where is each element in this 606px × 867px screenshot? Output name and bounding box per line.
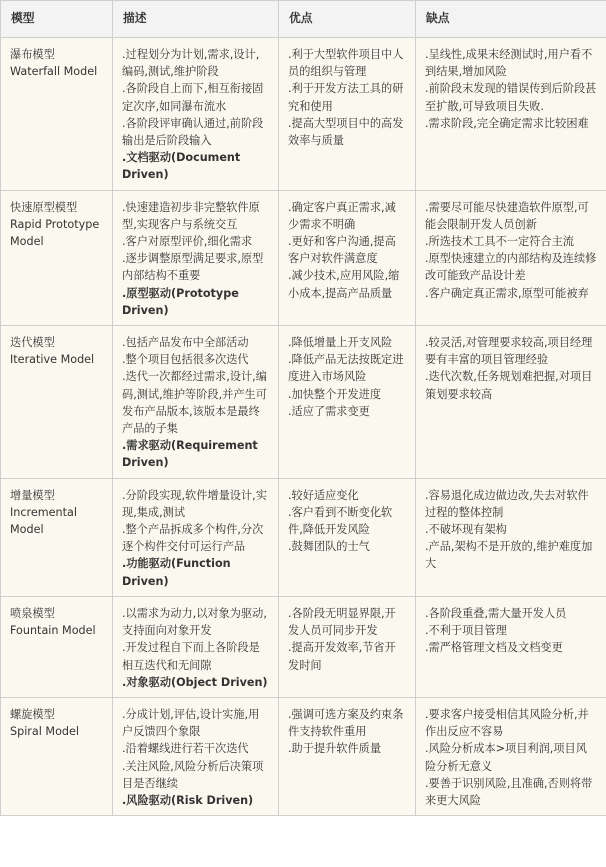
cons-cell [416,38,606,191]
header-model: 模型 [1,1,113,38]
pros-cell [279,326,416,479]
model-cell [1,326,113,479]
description-item: .迭代一次都经过需求,设计,编码,测试,维护等阶段,并产生可发布产品版本,该版本是最终产品的子集 [122,370,267,436]
cons-item: .原型快速建立的内部结构及连续修改可能致产品设计差 [425,252,597,283]
model-name-en: Waterfall Model [10,65,98,79]
driver-label: .功能驱动(Function Driven) [122,557,231,588]
description-cell [113,478,279,596]
model-name-cn: 迭代模型 [10,336,55,350]
header-description: 描述 [113,1,279,38]
pros-item: .强调可选方案及约束条件支持软件重用 [288,707,404,739]
cons-item: .迭代次数,任务规划难把握,对项目策划要求较高 [425,370,593,401]
model-cell [1,190,113,325]
cons-cell [416,190,606,325]
cons-item: .需严格管理文档及文档变更 [425,641,563,655]
table-header-row [1,1,606,38]
description-cell [113,38,279,191]
cons-item: .前阶段末发现的错误传到后阶段甚至扩散,可导致项目失败. [425,82,597,113]
table-row [1,697,606,815]
cons-item: .需求阶段,完全确定需求比较困难 [425,116,589,130]
driver-label: .风险驱动(Risk Driven) [122,793,254,807]
model-cell [1,697,113,815]
cons-item: .要善于识别风险,且准确,否则将带来更大风险 [425,776,593,807]
pros-item: .较好适应变化 [288,488,359,502]
cons-item: .风险分析成本>项目利润,项目风险分析无意义 [425,742,587,773]
pros-item: .降低产品无法按既定进度进入市场风险 [288,353,404,384]
pros-item: .确定客户真正需求,减少需求不明确 [288,200,396,231]
driver-label: .原型驱动(Prototype Driven) [122,286,239,317]
cons-item: .呈线性,成果末经测试时,用户看不到结果,增加风险 [425,48,593,79]
model-cell [1,38,113,191]
cons-item: .要求客户接受相信其风险分析,并作出反应不容易 [425,707,589,739]
table-row [1,478,606,596]
cons-item: .需要尽可能尽快建造软件原型,可能会限制开发人员创新 [425,200,589,231]
pros-cell [279,190,416,325]
cons-item: .不破坏现有架构 [425,523,507,537]
description-item: .客户对原型评价,细化需求 [122,235,253,249]
pros-item: .降低增量上开支风险 [288,336,393,350]
model-name-cn: 增量模型 [10,488,55,502]
cons-item: .产品,架构不是开放的,维护难度加大 [425,540,593,571]
description-item: .逐步调整原型满足要求,原型内部结构不重要 [122,252,264,283]
model-cell [1,596,113,697]
pros-item: .利于大型软件项目中人员的组织与管理 [288,48,404,79]
model-name-cn: 螺旋模型 [10,707,55,721]
pros-cell [279,38,416,191]
pros-item: .提高开发效率,节省开发时间 [288,641,396,672]
pros-item: .提高大型项目中的高发效率与质量 [288,116,404,148]
header-pros: 优点 [279,1,416,38]
cons-cell [416,697,606,815]
description-cell [113,190,279,325]
table-row [1,190,606,325]
model-name-en: Rapid Prototype Model [10,217,100,249]
pros-item: .客户看到不断变化软件,降低开发风险 [288,505,393,537]
pros-item: .鼓舞团队的士气 [288,540,370,554]
pros-cell [279,697,416,815]
table-row [1,326,606,479]
cons-cell [416,596,606,697]
model-name-cn: 瀑布模型 [10,48,55,61]
driver-label: .文档驱动(Document Driven) [122,151,241,182]
cons-item: .各阶段重叠,需大量开发人员 [425,606,567,620]
model-name-cn: 快速原型模型 [10,200,78,214]
description-item: .关注风险,风险分析后决策项目是否继续 [122,759,264,790]
cons-cell [416,326,606,479]
cons-item: .不利于项目管理 [425,624,507,638]
pros-item: .助于提升软件质量 [288,742,382,756]
pros-item: .利于开发方法工具的研究和使用 [288,82,404,113]
description-item: .分阶段实现,软件增量设计,实现,集成,测试 [122,488,267,519]
cons-item: .客户确定真正需求,原型可能被弃 [425,286,589,300]
cons-item: .容易退化成边做边改,失去对软件过程的整体控制 [425,488,589,519]
description-item: .整个项目包括很多次迭代 [122,353,249,367]
description-item: .快速建造初步非完整软件原型,实现客户与系统交互 [122,200,260,231]
description-item: .分成计划,评估,设计实施,用户反馈四个象限 [122,707,260,739]
table-row [1,38,606,191]
pros-cell [279,596,416,697]
cons-cell [416,478,606,596]
pros-item: .适应了需求变更 [288,404,370,418]
pros-item: .更好和客户沟通,提高客户对软件满意度 [288,235,396,266]
model-name-en: Spiral Model [10,725,80,739]
cons-item: .较灵活,对管理要求较高,项目经理要有丰富的项目管理经验 [425,336,593,367]
pros-cell [279,478,416,596]
pros-item: .减少技术,应用风险,缩小成本,提高产品质量 [288,269,400,300]
model-name-cn: 喷泉模型 [10,606,55,620]
description-cell [113,326,279,479]
description-item: .包括产品发布中全部活动 [122,336,249,350]
description-cell [113,697,279,815]
model-name-en: Fountain Model [10,624,96,638]
description-item: .过程划分为计划,需求,设计,编码,测试,维护阶段 [122,48,260,79]
description-item: .各阶段自上而下,相互衔接固定次序,如同瀑布流水 [122,82,264,113]
pros-item: .加快整个开发进度 [288,387,382,401]
table-row [1,596,606,697]
driver-label: .需求驱动(Requirement Driven) [122,439,258,470]
description-item: .整个产品拆成多个构件,分次逐个构件交付可运行产品 [122,523,264,554]
driver-label: .对象驱动(Object Driven) [122,675,268,689]
pros-item: .各阶段无明显界限,开发人员可同步开发 [288,606,396,638]
header-cons: 缺点 [416,1,606,38]
description-cell [113,596,279,697]
description-item: .以需求为动力,以对象为驱动,支持面向对象开发 [122,606,267,638]
description-item: .沿着螺线进行若干次迭代 [122,742,249,756]
description-item: .开发过程自下而上各阶段是相互迭代和无间隙 [122,641,260,672]
cons-item: .所选技术工具不一定符合主流 [425,235,574,249]
model-name-en: Iterative Model [10,353,95,367]
model-cell [1,478,113,596]
description-item: .各阶段评审确认通过,前阶段输出是后阶段输入 [122,116,264,148]
model-name-en: Incremental Model [10,505,77,537]
